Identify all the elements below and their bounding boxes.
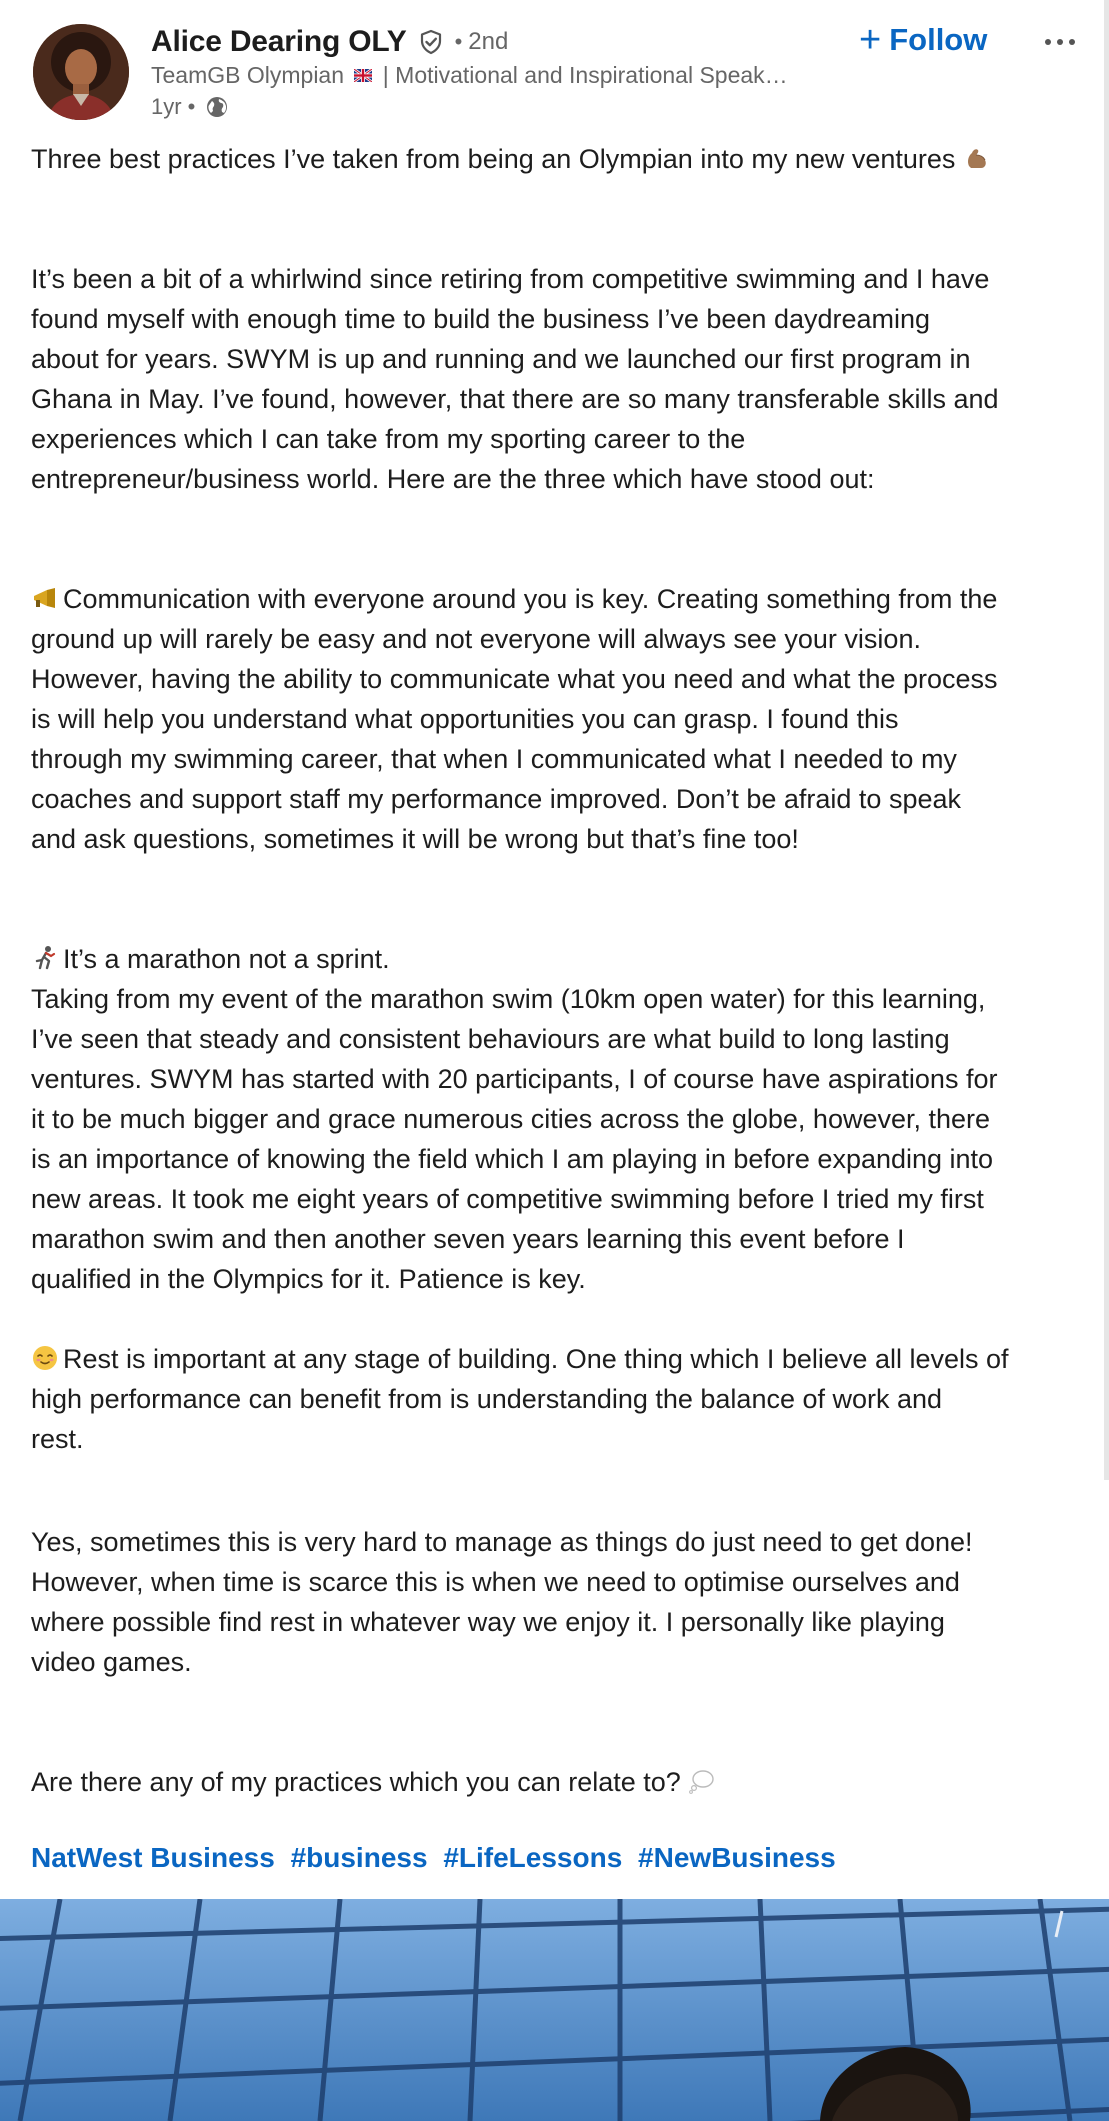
relieved-face-icon	[31, 1344, 59, 1372]
post-header	[33, 18, 1083, 128]
shield-check-icon	[417, 28, 445, 56]
follow-label: Follow	[889, 22, 988, 57]
mention-natwest-business[interactable]: NatWest Business	[31, 1842, 275, 1873]
post-tags	[31, 1842, 844, 1874]
connection-degree: 2nd	[468, 28, 509, 55]
post-paragraph-rest: Yes, sometimes this is very hard to manage as things do just need to get done! However, when time is scarce this is when we need to optimise ourselves and where possible find rest in whatever way we enjoy it. I personally like playing video games.	[31, 1527, 973, 1677]
author-name[interactable]: Alice Dearing OLY	[151, 25, 407, 58]
author-headline	[151, 62, 871, 89]
hashtag-business[interactable]: #business	[290, 1842, 428, 1873]
divider	[1104, 0, 1109, 1480]
plus-icon: +	[859, 19, 882, 61]
megaphone-icon	[31, 584, 59, 612]
post-point-marathon: It’s a marathon not a sprint. Taking from my event of the marathon swim (10km open water) for this learning, I’ve seen that steady and consistent behaviours are what build to long lasting ventures. SWYM has started with 20 participants, I of course have aspirations for it to be much bigger and grace numerous cities across the globe, however, there is an importance of knowing the field which I am playing in before expanding into new areas. It took me eight years of competitive swimming before I tried my first marathon swim and then another seven years learning this event before I qualified in the Olympics for it. Patience is key.	[31, 944, 998, 1294]
follow-button[interactable]	[859, 20, 987, 60]
post-point-communication: Communication with everyone around you is key. Creating something from the ground up will rarely be easy and not everyone will always see your vision. However, having the ability to communicate what you need and what the process is will help you understand what opportunities you can grasp. I found this through my swimming career, that when I communicated what I needed to my coaches and support staff my performance improved. Don’t be afraid to speak and ask questions, sometimes it will be wrong but that’s fine too!	[31, 584, 998, 854]
uk-flag-icon	[354, 69, 372, 82]
hashtag-lifelessons[interactable]: #LifeLessons	[443, 1842, 623, 1873]
post-body	[31, 139, 1081, 1802]
avatar[interactable]	[33, 24, 129, 120]
post-intro: Three best practices I’ve taken from being an Olympian into my new ventures	[31, 139, 1081, 179]
separator-dot: •	[187, 94, 196, 119]
ellipsis-icon[interactable]	[1036, 24, 1084, 60]
post-meta	[151, 94, 229, 120]
headline-text-rest: | Motivational and Inspirational Speak…	[382, 62, 788, 88]
post-paragraph: It’s been a bit of a whirlwind since retiring from competitive swimming and I have found myself with enough time to build the business I’ve been daydreaming about for years. SWYM is up and running and we launched our first program in Ghana in May. I’ve found, however, that there are so many transferable skills and experiences which I can take from my sporting career to the entrepreneur/business world. Here are the three which have stood out:	[31, 264, 999, 494]
thought-bubble-icon	[688, 1767, 716, 1795]
runner-icon	[31, 944, 59, 972]
flexed-biceps-icon	[963, 144, 991, 172]
timestamp[interactable]: 1yr	[151, 94, 182, 119]
post-question: Are there any of my practices which you can relate to?	[31, 1762, 1081, 1802]
separator-dot: •	[454, 29, 463, 54]
name-row	[151, 22, 508, 62]
post-point-rest: Rest is important at any stage of building. One thing which I believe all levels of high performance can benefit from is understanding the balance of work and rest.	[31, 1344, 1009, 1454]
globe-icon	[205, 95, 229, 119]
headline-text: TeamGB Olympian	[151, 62, 345, 88]
hashtag-newbusiness[interactable]: #NewBusiness	[638, 1842, 836, 1873]
post-image[interactable]	[0, 1899, 1109, 2121]
